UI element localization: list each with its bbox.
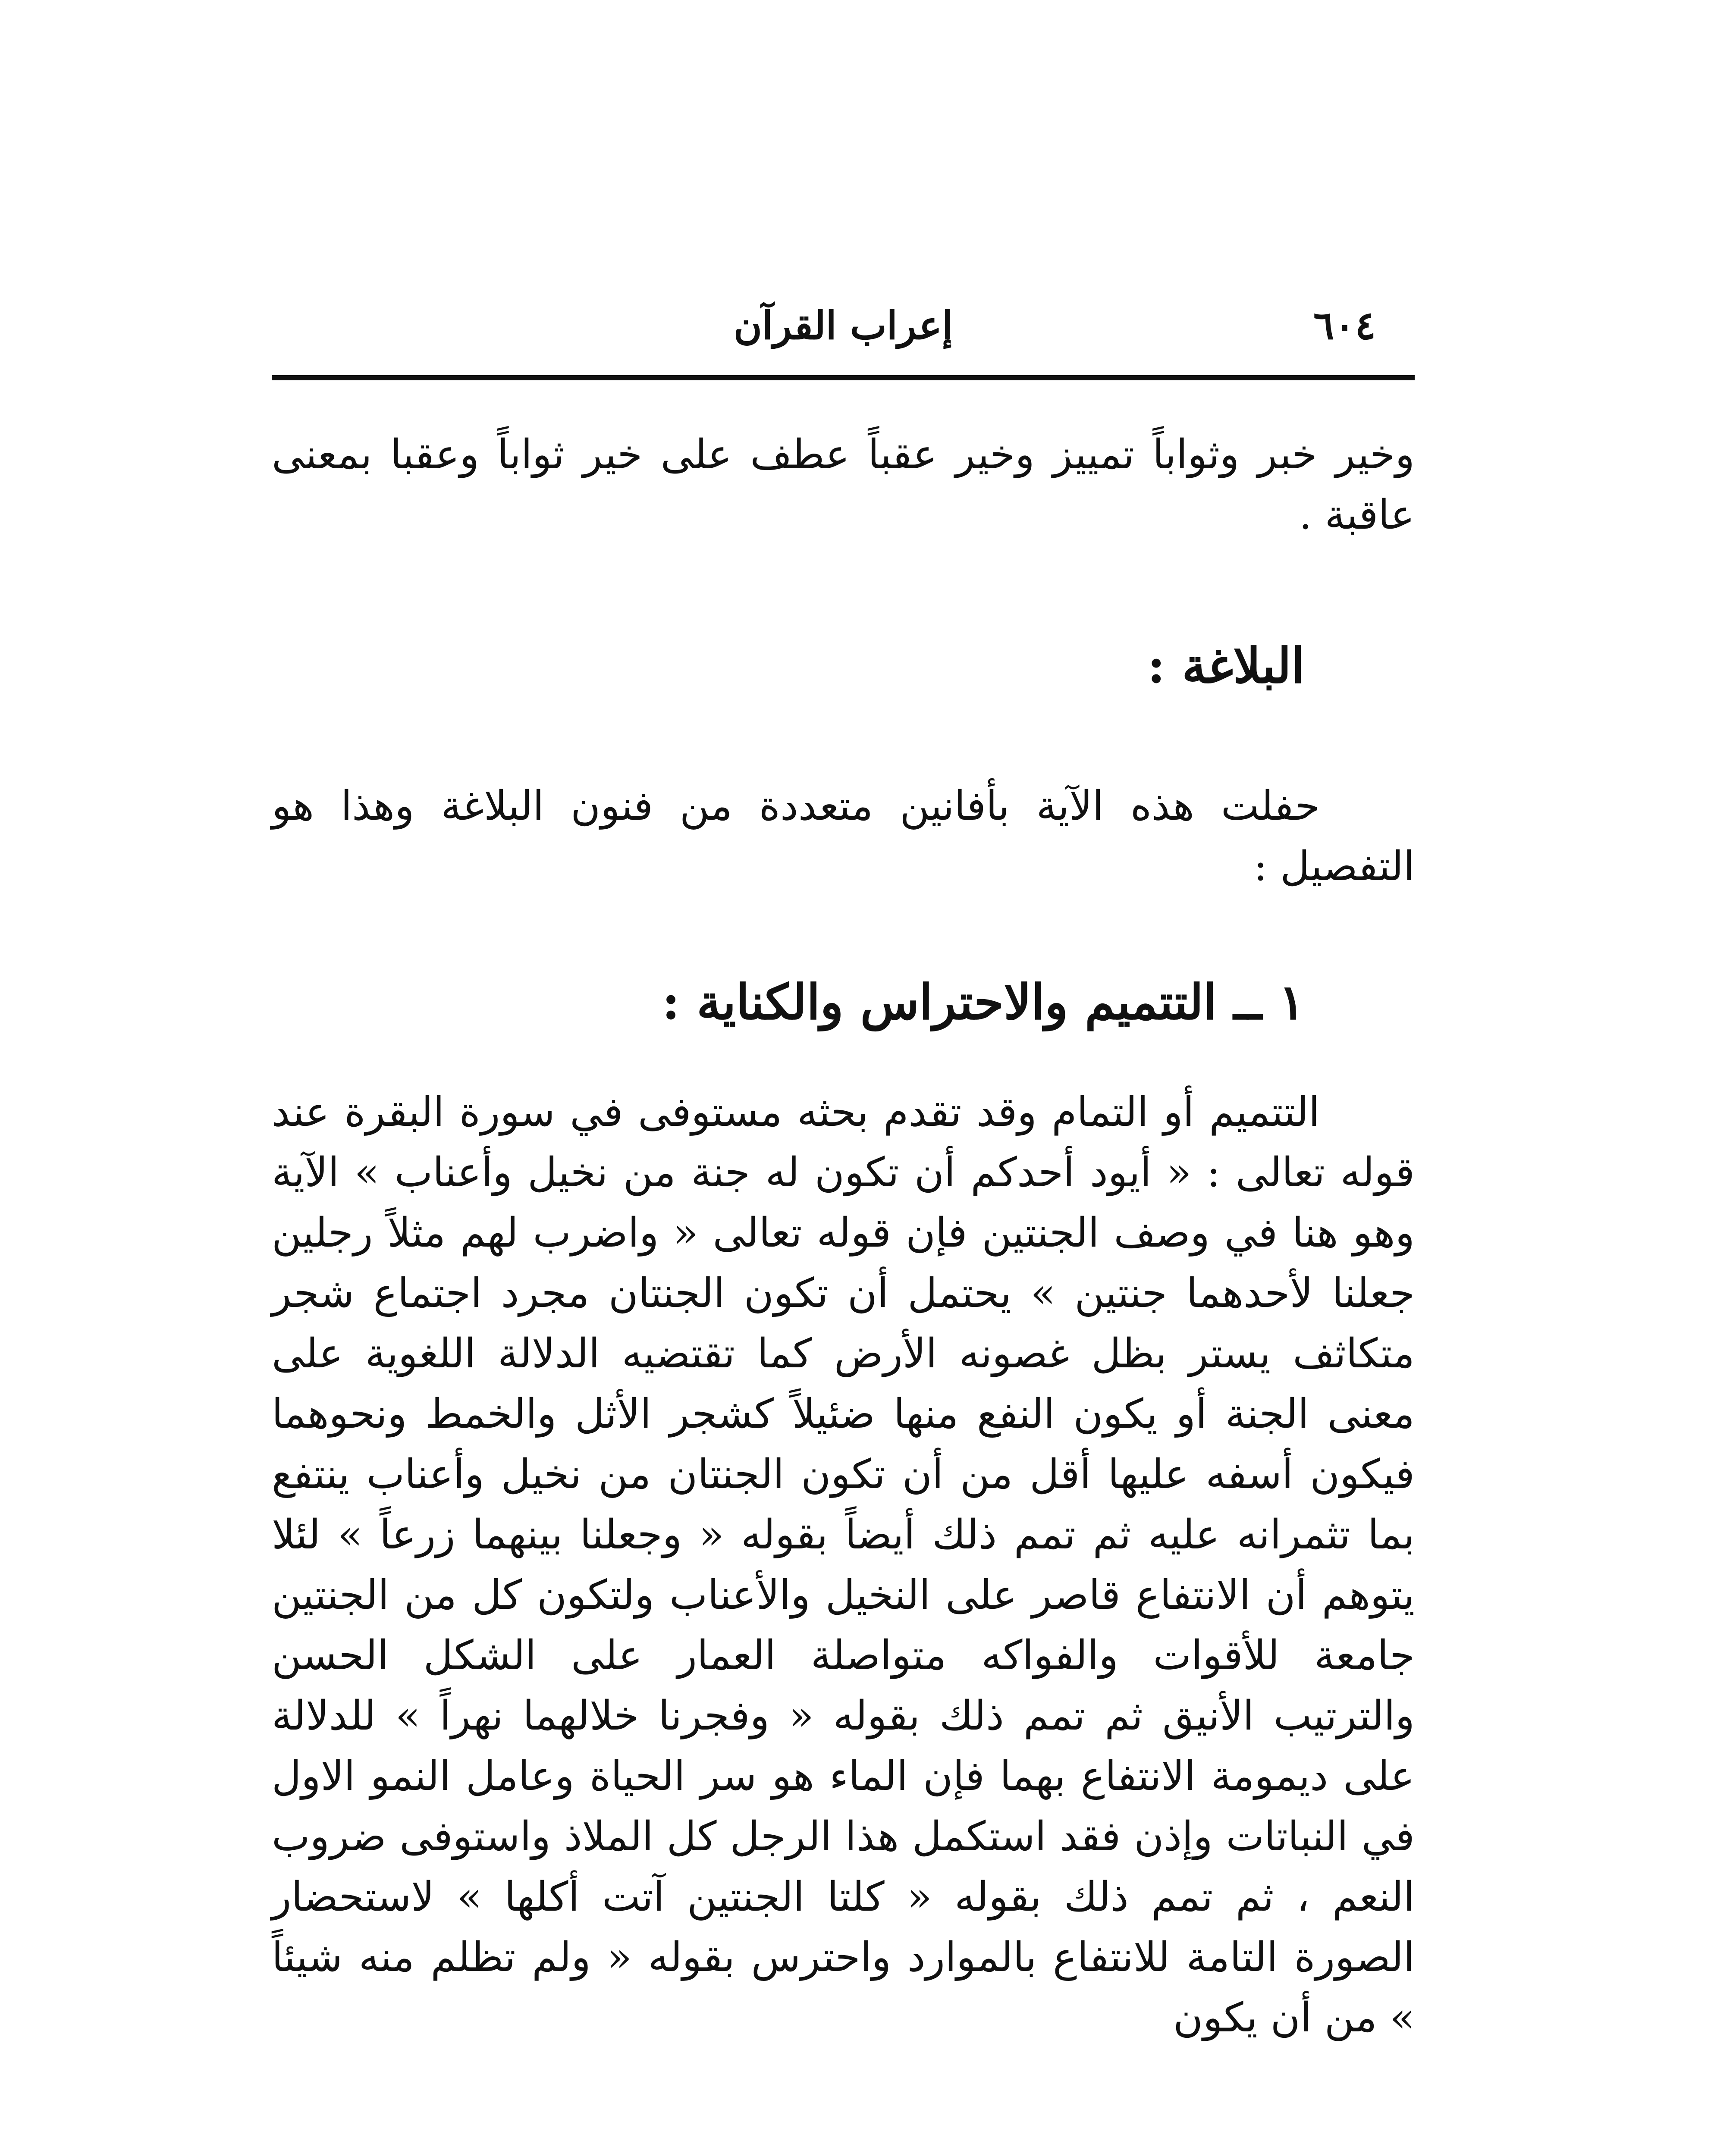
section-heading-balagha: البلاغة :	[1147, 638, 1305, 694]
tatmim-text: التتميم أو التمام وقد تقدم بحثه مستوفى في سورة البقرة عند قوله تعالى : « أيود أحدكم أن تكون له جنة من نخيل وأعناب » الآية وهو هنا في وصف الجنتين فإن قوله تعالى « واضرب لهم مثلاً رجلين جعلنا لأحدهما جنتين » يحتمل أن تكون الجنتان مجرد اجتماع شجر متكاثف يستر بظل غصونه الأرض كما تقتضيه الدلالة اللغوية على معنى الجنة أو يكون النفع منها ضئيلاً كشجر الأثل والخمط ونحوهما فيكون أسفه عليها أقل من أن تكون الجنتان من نخيل وأعناب ينتفع بما تثمرانه عليه ثم تمم ذلك أيضاً بقوله « وجعلنا بينهما زرعاً » لئلا يتوهم أن الانتفاع قاصر على النخيل والأعناب ولتكون كل من الجنتين جامعة للأقوات والفواكه متواصلة العمار على الشكل الحسن والترتيب الأنيق ثم تمم ذلك بقوله « وفجرنا خلالهما نهراً » للدلالة على ديمومة الانتفاع بهما فإن الماء هو سر الحياة وعامل النمو الاول في النباتات وإذن فقد استكمل هذا الرجل كل الملاذ واستوفى ضروب النعم ، ثم تمم ذلك بقوله « كلتا الجنتين آتت أكلها » لاستحضار الصورة التامة للانتفاع بالموارد واحترس بقوله « ولم تظلم منه شيئاً » من أن يكون	[272, 1089, 1415, 2041]
page-header	[272, 298, 1415, 362]
intro-text: وخير خبر وثواباً تمييز وخير عقباً عطف على خير ثواباً وعقبا بمعنى عاقبة .	[272, 431, 1415, 539]
balagha-paragraph	[272, 776, 1415, 897]
intro-paragraph	[272, 425, 1415, 545]
tatmim-paragraph	[272, 1082, 1415, 2048]
running-title: إعراب القرآن	[733, 303, 953, 348]
balagha-text: حفلت هذه الآية بأفانين متعددة من فنون البلاغة وهذا هو التفصيل :	[272, 783, 1415, 890]
header-divider	[272, 375, 1415, 380]
subsection-heading-tatmim: ١ ــ التتميم والاحتراس والكناية :	[662, 974, 1305, 1031]
page-number: ٦٠٤	[1313, 303, 1376, 348]
